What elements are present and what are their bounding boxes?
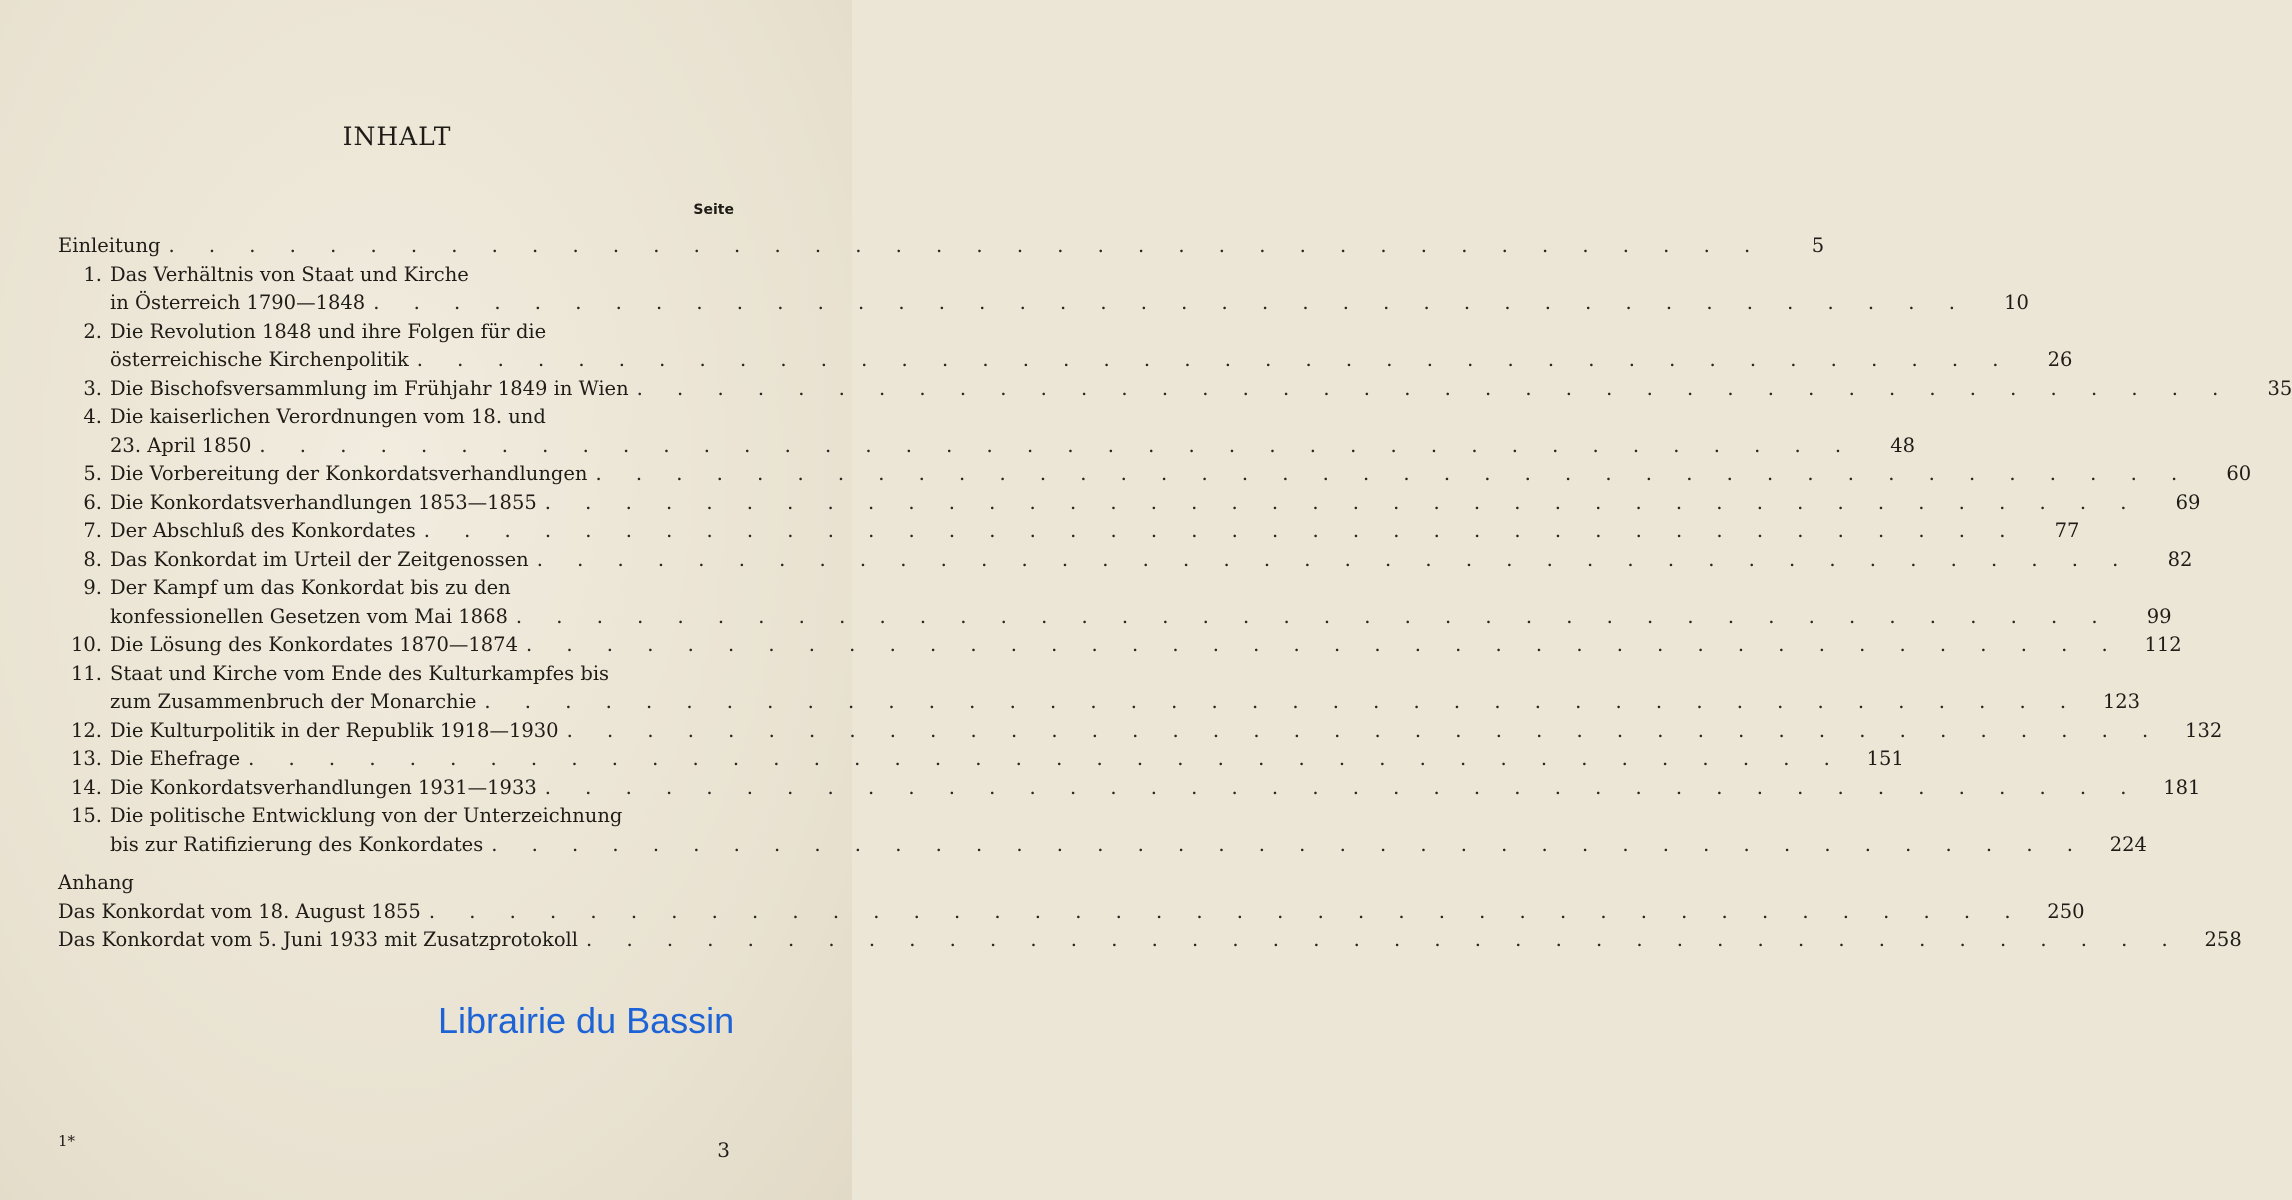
- toc-entry-title: Das Konkordat im Urteil der Zeitgenossen: [110, 547, 529, 571]
- toc-entry-title: österreichische Kirchenpolitik: [110, 348, 409, 371]
- toc-entry-title: Der Kampf um das Konkordat bis zu den: [110, 576, 511, 599]
- toc-entry-page: 123: [2102, 690, 2141, 713]
- leader-dots: . . . . . . . . . . . . . . . . . . . . . . . . . . . . . . . . . . . . . . . .: [416, 348, 2013, 371]
- toc-entry-title: Der Abschluß des Konkordates: [110, 519, 416, 542]
- toc-entry-page: 35: [2267, 376, 2292, 400]
- toc-entry-number: 11.: [70, 661, 102, 685]
- leader-dots: . . . . . . . . . . . . . . . . . . . . . . . . . . . . . . . . . . . . . . . .: [526, 633, 2122, 656]
- toc-entry: [58, 403, 1916, 460]
- toc-entry-title: Die Vorbereitung der Konkordatsverhandlungen: [110, 462, 588, 485]
- leader-dots: . . . . . . . . . . . . . . . . . . . . . . . . . . . . . . . . . . . . . . . .: [566, 718, 2163, 742]
- toc-entry: [58, 774, 2201, 803]
- toc-entry-title: bis zur Ratifizierung des Konkordates: [110, 832, 484, 856]
- toc-entry-number: 2.: [83, 319, 102, 343]
- table-of-contents: [58, 232, 2292, 955]
- leader-dots: . . . . . . . . . . . . . . . . . . . . . . . . . . . . . . . . . . . . . . . .: [248, 747, 1844, 770]
- toc-entry-number: 9.: [83, 576, 102, 599]
- toc-entry: [58, 574, 2172, 631]
- toc-entry-page: 250: [2047, 899, 2085, 923]
- toc-entry-number: 6.: [83, 490, 102, 514]
- toc-entry-page: 69: [2175, 490, 2201, 514]
- appendix-entry: [58, 926, 2242, 955]
- toc-entry-number: 10.: [70, 633, 102, 656]
- toc-entry-number: 1.: [83, 262, 102, 286]
- toc-entry-page: 48: [1890, 433, 1916, 457]
- toc-entry-number: 4.: [83, 405, 102, 428]
- toc-entry-title: Das Konkordat vom 5. Juni 1933 mit Zusatzprotokoll: [58, 928, 579, 951]
- toc-entry-title: Das Konkordat vom 18. August 1855: [58, 899, 421, 923]
- toc-entry-number: 12.: [70, 718, 102, 742]
- toc-entry-page: 26: [2047, 348, 2073, 371]
- leader-dots: . . . . . . . . . . . . . . . . . . . . . . . . . . . . . . . . . . . . . . . .: [484, 690, 2081, 713]
- toc-entry-page: 258: [2204, 928, 2242, 951]
- toc-entry-page: 99: [2146, 604, 2172, 628]
- toc-entry-number: 7.: [83, 519, 102, 542]
- leader-dots: . . . . . . . . . . . . . . . . . . . . . . . . . . . . . . . . . . . . . . . .: [544, 490, 2141, 514]
- toc-entry-title: zum Zusammenbruch der Monarchie: [110, 690, 477, 713]
- toc-entry: [58, 318, 2073, 375]
- toc-entry-page: 82: [2167, 547, 2193, 571]
- toc-entry: [58, 717, 2223, 746]
- page-column-label: Seite: [693, 202, 734, 218]
- toc-entry-title: Die politische Entwicklung von der Unterzeichnung: [110, 804, 623, 827]
- toc-entry-page: 224: [2109, 832, 2147, 856]
- leader-dots: . . . . . . . . . . . . . . . . . . . . . . . . . . . . . . . . . . . . . . . .: [423, 519, 2020, 542]
- toc-entry: [58, 517, 2080, 546]
- page-number: 3: [717, 1138, 730, 1162]
- toc-entry-page: 60: [2226, 462, 2252, 485]
- toc-entry-title: Die Revolution 1848 und ihre Folgen für die: [110, 319, 547, 343]
- toc-entry-title: konfessionellen Gesetzen vom Mai 1868: [110, 604, 508, 628]
- toc-entry-number: 8.: [83, 547, 102, 571]
- toc-entry-number: 5.: [83, 462, 102, 485]
- toc-entry-title: Die Konkordatsverhandlungen 1853—1855: [110, 490, 537, 514]
- toc-entry-page: 132: [2185, 718, 2223, 742]
- toc-entry: [58, 232, 1825, 261]
- toc-entry-page: 151: [1866, 747, 1904, 770]
- leader-dots: . . . . . . . . . . . . . . . . . . . . . . . . . . . . . . . . . . . . . . . .: [536, 547, 2133, 571]
- toc-entry-number: 13.: [70, 747, 102, 770]
- toc-entry-title: Die Lösung des Konkordates 1870—1874: [110, 633, 518, 656]
- watermark-text: Librairie du Bassin: [438, 1000, 735, 1041]
- toc-entry: [58, 745, 1904, 774]
- toc-entry-number: 3.: [83, 376, 102, 400]
- leader-dots: . . . . . . . . . . . . . . . . . . . . . . . . . . . . . . . . . . . . . . . .: [168, 234, 1765, 257]
- toc-entry-page: 5: [1811, 234, 1825, 257]
- toc-entry: [58, 802, 2147, 859]
- toc-entry-title: Die Kulturpolitik in der Republik 1918—1930: [110, 718, 559, 742]
- toc-entry: [58, 631, 2182, 660]
- leader-dots: . . . . . . . . . . . . . . . . . . . . . . . . . . . . . . . . . . . . . . . .: [544, 775, 2141, 799]
- leader-dots: . . . . . . . . . . . . . . . . . . . . . . . . . . . . . . . . . . . . . . . .: [595, 462, 2192, 485]
- toc-entry-page: 77: [2054, 519, 2080, 542]
- toc-entry-title: Einleitung: [58, 234, 161, 257]
- leader-dots: . . . . . . . . . . . . . . . . . . . . . . . . . . . . . . . . . . . . . . . .: [586, 928, 2182, 951]
- toc-entry-title: 23. April 1850: [110, 433, 252, 457]
- signature-mark: 1*: [58, 1132, 76, 1150]
- toc-entry-title: Die Bischofsversammlung im Frühjahr 1849 in Wien: [110, 376, 629, 400]
- leader-dots: . . . . . . . . . . . . . . . . . . . . . . . . . . . . . . . . . . . . . . . .: [373, 291, 1969, 314]
- toc-entry-title: Das Verhältnis von Staat und Kirche: [110, 262, 469, 286]
- leader-dots: . . . . . . . . . . . . . . . . . . . . . . . . . . . . . . . . . . . . . . . .: [636, 376, 2233, 400]
- toc-entry-page: 10: [2004, 291, 2029, 314]
- appendix-entry: [58, 898, 2085, 927]
- toc-entry-title: Die kaiserlichen Verordnungen vom 18. und: [110, 405, 546, 428]
- toc-entry: [58, 460, 2252, 489]
- leader-dots: . . . . . . . . . . . . . . . . . . . . . . . . . . . . . . . . . . . . . . . .: [259, 433, 1856, 457]
- appendix-heading: Anhang: [58, 871, 134, 894]
- toc-entry-title: Die Ehefrage: [110, 747, 241, 770]
- toc-entry-page: 181: [2163, 775, 2201, 799]
- toc-entry: [58, 489, 2201, 518]
- toc-entry-number: 15.: [70, 804, 102, 827]
- toc-entry-title: in Österreich 1790—1848: [110, 291, 366, 314]
- leader-dots: . . . . . . . . . . . . . . . . . . . . . . . . . . . . . . . . . . . . . . . .: [491, 832, 2087, 856]
- leader-dots: . . . . . . . . . . . . . . . . . . . . . . . . . . . . . . . . . . . . . . . .: [515, 604, 2112, 628]
- toc-entry: [58, 375, 2292, 404]
- page-title: INHALT: [342, 122, 452, 151]
- toc-entry-title: Staat und Kirche vom Ende des Kulturkampfes bis: [110, 661, 610, 685]
- toc-entry: [58, 261, 2029, 318]
- toc-entry: [58, 546, 2193, 575]
- toc-entry: [58, 660, 2141, 717]
- toc-entry-title: Die Konkordatsverhandlungen 1931—1933: [110, 775, 537, 799]
- leader-dots: . . . . . . . . . . . . . . . . . . . . . . . . . . . . . . . . . . . . . . . .: [428, 899, 2025, 923]
- toc-entry-page: 112: [2144, 633, 2182, 656]
- toc-entry-number: 14.: [70, 775, 102, 799]
